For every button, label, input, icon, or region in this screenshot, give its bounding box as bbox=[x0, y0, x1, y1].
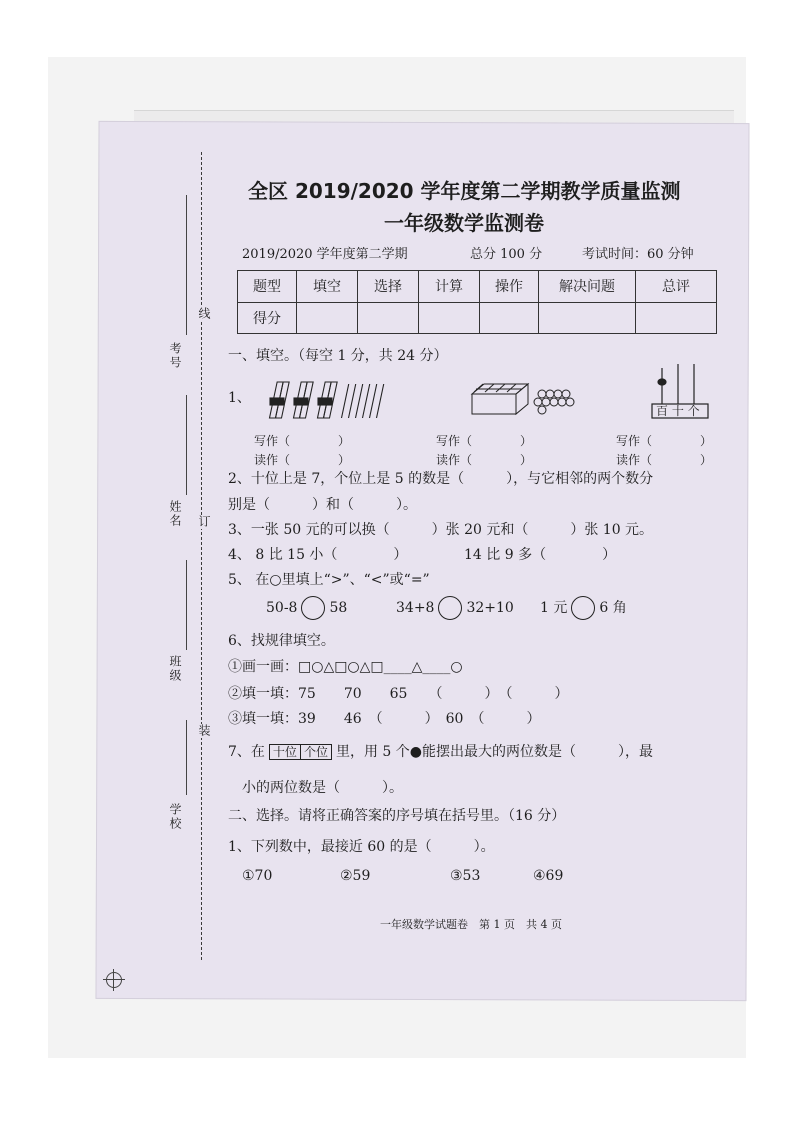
registration-target-icon bbox=[106, 972, 122, 988]
question-7-line2: 小的两位数是（ ）。 bbox=[242, 780, 403, 796]
compare-left: 1 元 bbox=[540, 600, 568, 616]
question-4b: 14 比 9 多（ ） bbox=[464, 547, 617, 563]
compare-circle[interactable] bbox=[571, 596, 595, 620]
header-cell: 解决问题 bbox=[539, 271, 636, 303]
write-blank-3[interactable]: 写作（ ） bbox=[616, 434, 713, 448]
header-cell: 计算 bbox=[419, 271, 480, 303]
exam-title: 全区 2019/2020 学年度第二学期教学质量监测 bbox=[248, 179, 681, 203]
question-5: 5、 在○里填上“>”、“<”或“=” bbox=[228, 572, 430, 588]
read-blank-1[interactable]: 读作（ ） bbox=[254, 453, 351, 467]
header-cell: 操作 bbox=[480, 271, 539, 303]
read-blank-3[interactable]: 读作（ ） bbox=[616, 453, 713, 467]
question-6-draw: ①画一画：□○△□○△□____△____○ bbox=[228, 659, 463, 675]
term-info: 2019/2020 学年度第二学期 bbox=[242, 247, 408, 262]
question-6-fill-1: ②填一填：75 70 65 （ ） （ ） bbox=[228, 686, 569, 702]
xuexiao-label: 学校 bbox=[168, 803, 182, 831]
binding-dashed-line bbox=[201, 152, 202, 960]
choice-question-1: 1、下列数中，最接近 60 的是（ ）。 bbox=[228, 839, 495, 855]
compare-right: 6 角 bbox=[599, 600, 627, 616]
option-3[interactable]: ③53 bbox=[450, 868, 481, 884]
question-4a: 4、 8 比 15 小（ ） bbox=[228, 547, 408, 563]
compare-item-1 bbox=[266, 596, 347, 620]
compare-item-2 bbox=[396, 596, 514, 620]
score-cell[interactable] bbox=[419, 302, 480, 334]
question-6: 6、找规律填空。 bbox=[228, 633, 335, 649]
tens-label: 十位 bbox=[270, 745, 301, 759]
score-cell[interactable] bbox=[480, 302, 539, 334]
total-score-info: 总分 100 分 bbox=[470, 247, 543, 262]
header-cell: 填空 bbox=[297, 271, 358, 303]
xingming-label: 姓名 bbox=[168, 500, 182, 528]
score-table-score-row bbox=[238, 302, 717, 334]
compare-left: 34+8 bbox=[396, 600, 435, 616]
option-4[interactable]: ④69 bbox=[533, 868, 564, 884]
abacus-place-labels: 百 十 个 bbox=[656, 404, 700, 418]
compare-circle[interactable] bbox=[438, 596, 462, 620]
write-blank-2[interactable]: 写作（ ） bbox=[436, 434, 533, 448]
banji-blank bbox=[186, 560, 187, 650]
q1-number: 1、 bbox=[228, 390, 251, 406]
section2-title: 二、选择。请将正确答案的序号填在括号里。（16 分） bbox=[228, 808, 566, 824]
score-cell[interactable] bbox=[636, 302, 717, 334]
question-2-line2: 别是（ ）和（ ）。 bbox=[228, 497, 417, 513]
ding-mark: 订 bbox=[197, 515, 211, 529]
read-blank-2[interactable]: 读作（ ） bbox=[436, 453, 533, 467]
option-2[interactable]: ②59 bbox=[340, 868, 371, 884]
compare-circle[interactable] bbox=[301, 596, 325, 620]
zhuang-mark: 装 bbox=[197, 724, 211, 738]
banji-label: 班级 bbox=[168, 655, 182, 683]
question-3: 3、一张 50 元的可以换（ ）张 20 元和（ ）张 10 元。 bbox=[228, 522, 654, 538]
score-table bbox=[237, 270, 717, 334]
xian-mark: 线 bbox=[197, 307, 211, 321]
page-footer: 一年级数学试题卷 第 1 页 共 4 页 bbox=[380, 918, 562, 931]
question-7-line1 bbox=[228, 741, 653, 761]
kaohao-label: 考号 bbox=[168, 342, 182, 370]
section1-title: 一、填空。（每空 1 分，共 24 分） bbox=[228, 348, 448, 364]
header-cell: 总评 bbox=[636, 271, 717, 303]
compare-left: 50-8 bbox=[266, 600, 298, 616]
question-2-line1: 2、十位上是 7，个位上是 5 的数是（ ），与它相邻的两个数分 bbox=[228, 471, 654, 487]
ones-label: 个位 bbox=[303, 745, 328, 759]
compare-right: 58 bbox=[329, 600, 348, 616]
xuexiao-blank bbox=[186, 720, 187, 795]
place-value-chart bbox=[269, 744, 332, 760]
header-cell: 选择 bbox=[358, 271, 419, 303]
xingming-blank bbox=[186, 395, 187, 495]
q7-prefix: 7、在 bbox=[228, 744, 265, 760]
header-cell: 题型 bbox=[238, 271, 297, 303]
score-cell[interactable] bbox=[297, 302, 358, 334]
score-table-header-row bbox=[238, 271, 717, 303]
kaohao-blank bbox=[186, 195, 187, 335]
exam-subtitle: 一年级数学监测卷 bbox=[384, 211, 544, 235]
row-label: 得分 bbox=[238, 302, 297, 334]
score-cell[interactable] bbox=[358, 302, 419, 334]
q7-text: 里，用 5 个●能摆出最大的两位数是（ ），最 bbox=[335, 744, 653, 760]
score-cell[interactable] bbox=[539, 302, 636, 334]
question-6-fill-2: ③填一填：39 46 （ ） 60 （ ） bbox=[228, 711, 541, 727]
write-blank-1[interactable]: 写作（ ） bbox=[254, 434, 351, 448]
hundred-block-picture bbox=[470, 380, 578, 418]
stick-bundles-picture bbox=[262, 378, 398, 424]
exam-time-info: 考试时间：60 分钟 bbox=[582, 247, 694, 262]
compare-right: 32+10 bbox=[466, 600, 514, 616]
compare-item-3 bbox=[540, 596, 627, 620]
option-1[interactable]: ①70 bbox=[242, 868, 273, 884]
